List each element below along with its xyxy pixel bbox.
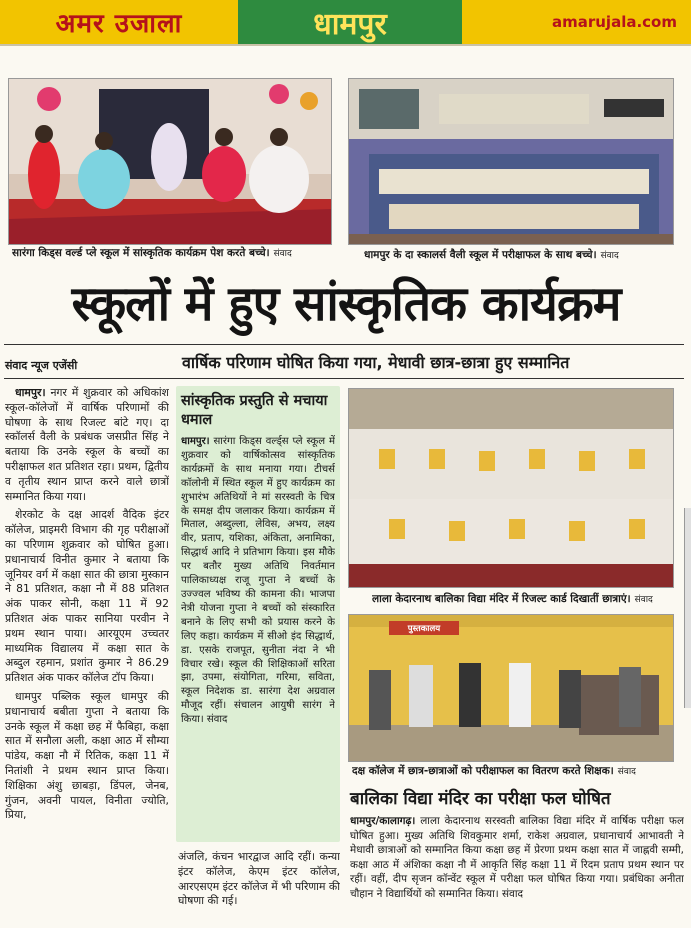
byline: संवाद न्यूज एजेंसी bbox=[5, 359, 78, 372]
photo-daksh-college-image bbox=[349, 615, 674, 762]
deck-rule bbox=[4, 378, 684, 379]
photo-girls-result-cards bbox=[348, 388, 674, 588]
brand-logo: अमर उजाला bbox=[0, 0, 238, 44]
article-paragraph: धामपुर। नगर में शुक्रवार को अधिकांश स्कूल-कॉलेजों में वार्षिक परिणामों की घोषणा के साथ रिजल्ट बांटे गए। दा स्कॉलर्स वैली के प्रबंधक जसप्रीत सिंह ने बताया कि उनके स्कूल के बच्चों का परीक्षाफल शत प्रतिशत रहा। प्रथम, द्वितीय व तृतीय स्थान प्राप्त करने वाले छात्रों सम्मानित किया गया। bbox=[5, 386, 169, 503]
article-column-1 bbox=[5, 386, 169, 922]
deck: वार्षिक परिणाम घोषित किया गया, मेधावी छात्र-छात्रा हुए सम्मानित bbox=[182, 353, 570, 372]
sidebar-box bbox=[176, 386, 340, 842]
city-name: धामपुर bbox=[238, 0, 462, 44]
article-paragraph: शेरकोट के दक्ष आदर्श वैदिक इंटर कॉलेज, प्राइमरी विभाग की गृह परीक्षाओं का परिणाम शुक्रवार को घोषित हुआ। प्रधानाचार्य विनीत कुमार ने बताया कि जूनियर वर्ग में कक्षा सात की छात्रा मुस्कान ने 81 प्रतिशत, कक्षा नौ में 88 प्रतिशत अंक पाकर सोनी, कक्षा 11 में 92 प्रतिशत अंक पाकर सानिया परवीन ने प्रथम स्थान पाया। आरयूएम उच्चतर माध्यमिक विद्यालय में कक्षा सात के अब्दुल रहमान, प्रशांत कुमार ने 86.29 प्रतिशत अंक पाकर कॉलेज टॉप किया। bbox=[5, 508, 169, 685]
caption-kids-dance: सारंगा किड्स वर्ल्ड प्ले स्कूल में सांस्कृतिक कार्यक्रम पेश करते बच्चे। संवाद bbox=[12, 247, 292, 259]
photo-daksh-college bbox=[348, 614, 674, 762]
sidebar-box-title: सांस्कृतिक प्रस्तुति से मचाया धमाल bbox=[181, 393, 328, 428]
main-headline: स्कूलों में हुए सांस्कृतिक कार्यक्रम bbox=[71, 276, 621, 332]
adjacent-page-edge bbox=[684, 508, 691, 708]
masthead bbox=[0, 0, 691, 46]
sub-story-text: धामपुर/कालागढ़। लाला केदारनाथ सरस्वती बालिका विद्या मंदिर में वार्षिक परीक्षा फल घोषित हुआ। मुख्य अतिथि शिवकुमार शर्मा, राकेश अग्रवाल, प्रधानाचार्य आभावती ने मेधावी छात्राओं को सम्मानित किया कक्षा छह में प्रेरणा प्रथम कक्षा सात में जाह्नवी सम्मी, कक्षा आठ में अंशिका कक्षा नौ में आकृति सिंह कक्षा 11 में रिदम प्रताप प्रथम स्थान पर रहीं। वहीं, दीप सृजन कॉन्वेंट स्कूल में परीक्षा फल घोषित किया गया। प्रबंधिका अनीता चौहान ने विद्यार्थियों को सम्मानित किया। संवाद bbox=[350, 815, 684, 900]
caption-girls-result-cards: लाला केदारनाथ बालिका विद्या मंदिर में रिजल्ट कार्ड दिखातीं छात्राएं। संवाद bbox=[372, 593, 653, 605]
headline-rule bbox=[4, 344, 684, 345]
photo-kids-dance-image bbox=[9, 79, 332, 245]
sidebar-box-text: धामपुर। सारंगा किड्स वर्ल्ड्स प्ले स्कूल में शुक्रवार को वार्षिकोत्सव सांस्कृतिक कार्यक्रमों के साथ मनाया गया। टीचर्स कॉलोनी में स्थित स्कूल में हुए कार्यक्रम का शुभारंभ अतिथियों ने मां सरस्वती के चित्र के समक्ष दीप जलाकर किया। कार्यक्रम में मिताल, अब्दुल्ला, लेविस, अभय, लक्ष्य वीर, प्रताप, यशिका, अंकिता, अनामिका, सिद्धार्थ आदि ने प्रतिभाग किया। इस मौके पर बतौर मुख्य अतिथि निवर्तमान पालिकाध्यक्ष राजू गुप्ता ने बच्चों के उज्ज्वल भविष्य की कामना की। भाजपा नेत्री योजना गुप्ता ने बच्चों को संस्कारित बनाने के लिए सभी को प्रयास करने के लिए कहा। कार्यक्रम में सीओ इंद सिद्धार्थ, डा. एसके राजपूत, सुनीता नंदा ने भी विचार रखे। स्कूल की शिक्षिकाओं सरिता झा, उपमा, संयोगिता, गरिमा, सविता, स्कूल निदेशक डा. सारंगा देश अग्रवाल मौजूद रहीं। संचालन आयुषी सारंग ने किया। संवाद bbox=[181, 436, 335, 726]
website-link[interactable]: amarujala.com bbox=[462, 0, 691, 44]
caption-daksh-college: दक्ष कॉलेज में छात्र-छात्राओं को परीक्षाफल का वितरण करते शिक्षक। संवाद bbox=[352, 765, 636, 777]
photo-scholars-valley bbox=[348, 78, 674, 245]
library-sign: पुस्तकालय bbox=[407, 624, 441, 634]
sub-headline: बालिका विद्या मंदिर का परीक्षा फल घोषित bbox=[350, 789, 611, 809]
caption-scholars-valley: धामपुर के दा स्कालर्स वैली स्कूल में परीक्षाफल के साथ बच्चे। संवाद bbox=[364, 249, 619, 261]
photo-girls-result-cards-image bbox=[349, 389, 674, 588]
article-paragraph: धामपुर पब्लिक स्कूल धामपुर की प्रधानाचार्य बबीता गुप्ता ने बताया कि उनके स्कूल में कक्षा छह में फैबिहा, कक्षा सात में सनौला अली, कक्षा आठ में सौम्या पांडेय, कक्षा नौ में रितिक, कक्षा 11 में नितांशी ने प्रथम स्थान प्राप्त किया। शिक्षिका अंशु छाबड़ा, डिंपल, जेनब, गुंजन, अवनी पायल, विनीता ज्योति, प्रिया, bbox=[5, 689, 169, 822]
photo-scholars-valley-image bbox=[349, 79, 674, 245]
article-column-2-continuation: अंजलि, कंचन भारद्वाज आदि रहीं। कन्या इंटर कॉलेज, केएम इंटर कॉलेज, आरएसएम इंटर कॉलेज में भी परिणाम की घोषणा की गई। bbox=[178, 850, 340, 908]
photo-kids-dance bbox=[8, 78, 332, 245]
